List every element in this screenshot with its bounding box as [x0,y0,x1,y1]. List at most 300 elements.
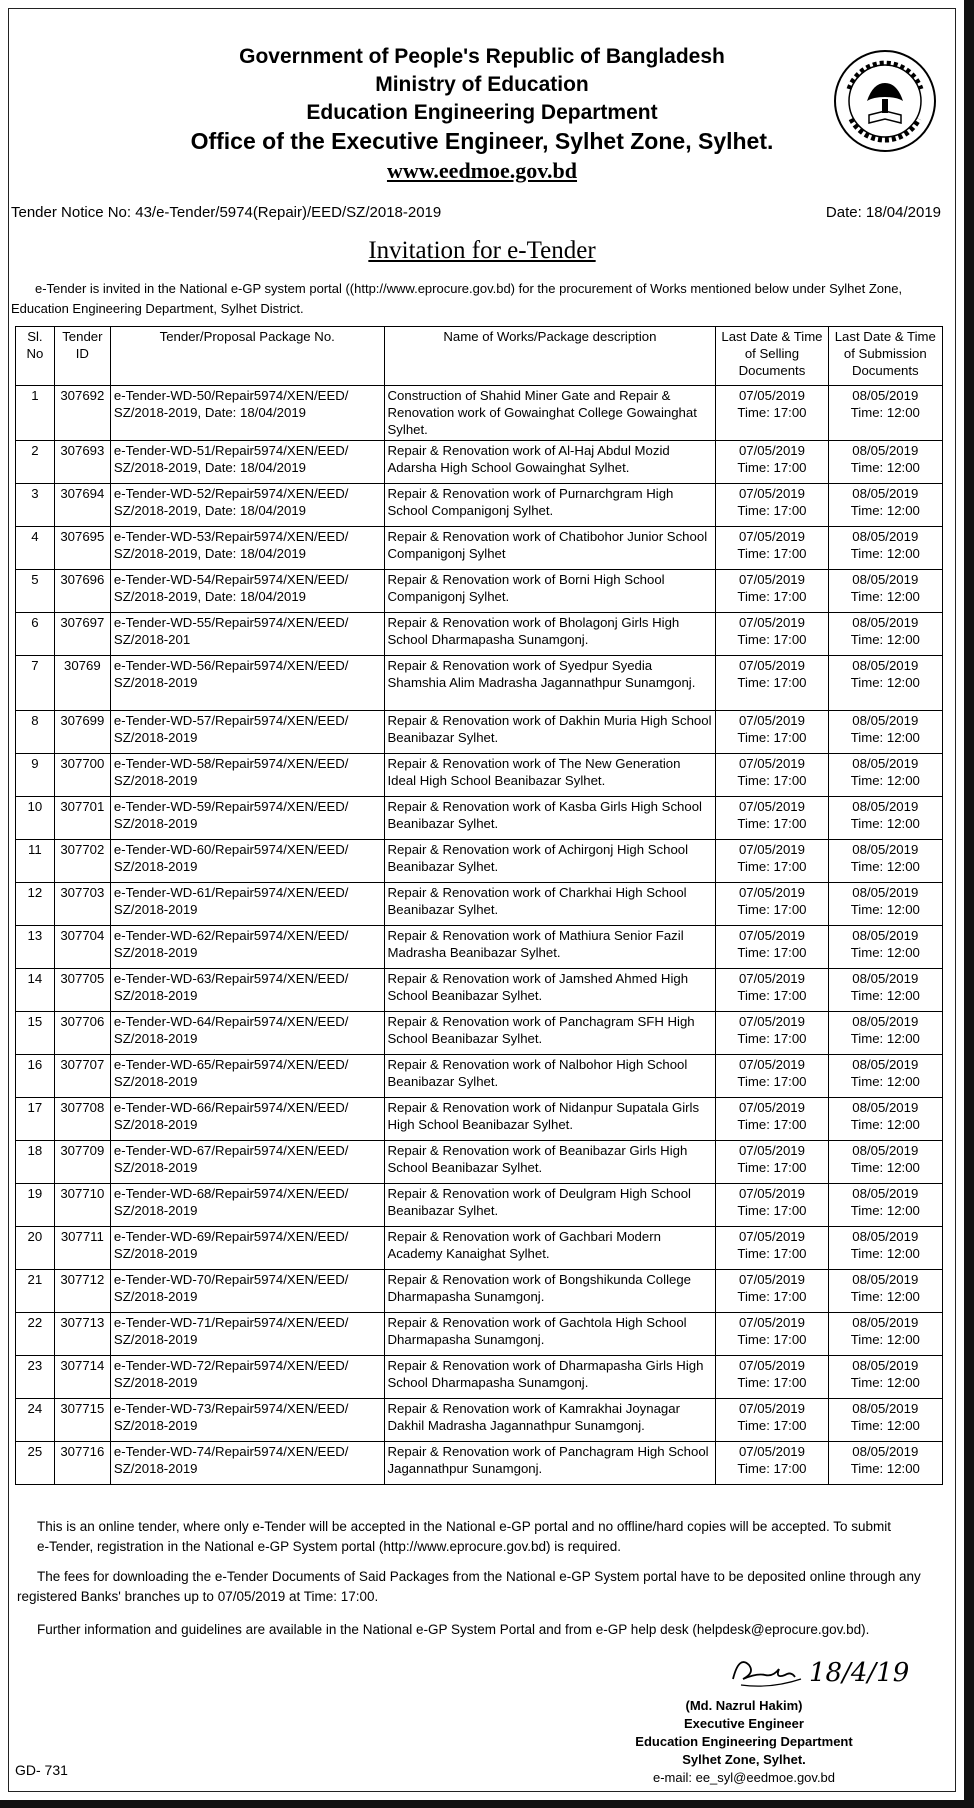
cell-submission [828,656,942,711]
cell-selling [716,969,828,1012]
cell-tender-id: 307694 [54,484,110,527]
cell-tender-id: 307710 [54,1184,110,1227]
submission-date: 08/05/2019 [852,572,919,587]
cell-sl: 23 [16,1356,55,1399]
selling-date: 07/05/2019 [738,756,805,771]
cell-works: Repair & Renovation work of Nidanpur Supatala Girls High School Beanibazar Sylhet. [384,1098,716,1141]
table-row [16,797,943,840]
package-line-2: SZ/2018-2019 [113,1461,198,1476]
cell-works: Repair & Renovation work of Deulgram High School Beanibazar Sylhet. [384,1184,716,1227]
header-tender-id: Tender ID [54,327,110,386]
cell-sl: 5 [16,570,55,613]
cell-package [110,1313,384,1356]
table-row [16,1399,943,1442]
notice-row [11,204,941,221]
submission-time: Time: 12:00 [850,773,920,788]
cell-submission [828,441,942,484]
cell-package [110,1270,384,1313]
cell-works: Repair & Renovation work of Gachtola High School Dharmapasha Sunamgonj. [384,1313,716,1356]
package-line-2: SZ/2018-2019 [113,675,198,690]
government-line: Government of People's Republic of Bangladesh [239,45,725,68]
cell-works: Repair & Renovation work of Mathiura Senior Fazil Madrasha Beanibazar Sylhet. [384,926,716,969]
cell-sl: 2 [16,441,55,484]
cell-sl: 17 [16,1098,55,1141]
cell-selling [716,1313,828,1356]
cell-submission [828,840,942,883]
submission-date: 08/05/2019 [852,1186,919,1201]
cell-tender-id: 307702 [54,840,110,883]
submission-date: 08/05/2019 [852,1401,919,1416]
table-row [16,570,943,613]
cell-sl: 15 [16,1012,55,1055]
submission-time: Time: 12:00 [850,405,920,420]
cell-submission [828,883,942,926]
submission-date: 08/05/2019 [852,443,919,458]
cell-tender-id: 307709 [54,1141,110,1184]
selling-date: 07/05/2019 [738,713,805,728]
cell-package [110,656,384,711]
cell-submission [828,1098,942,1141]
header-submission: Last Date & Time of Submission Documents [828,327,942,386]
selling-time: Time: 17:00 [737,460,807,475]
cell-works: Repair & Renovation work of Dharmapasha Girls High School Dharmapasha Sunamgonj. [384,1356,716,1399]
package-line-2: SZ/2018-2019 [113,730,198,745]
cell-works: Repair & Renovation work of Panchagram High School Jagannathpur Sunamgonj. [384,1442,716,1485]
table-body [16,386,943,1485]
package-line-1: e-Tender-WD-52/Repair5974/XEN/EED/ [113,486,349,501]
submission-date: 08/05/2019 [852,615,919,630]
selling-time: Time: 17:00 [737,945,807,960]
package-line-2: SZ/2018-2019 [113,1375,198,1390]
selling-date: 07/05/2019 [738,1401,805,1416]
package-line-1: e-Tender-WD-74/Repair5974/XEN/EED/ [113,1444,349,1459]
submission-date: 08/05/2019 [852,1229,919,1244]
signatory-department: Education Engineering Department [635,1734,853,1749]
submission-date: 08/05/2019 [852,1315,919,1330]
selling-date: 07/05/2019 [738,971,805,986]
cell-tender-id: 307707 [54,1055,110,1098]
submission-date: 08/05/2019 [852,756,919,771]
cell-package [110,1356,384,1399]
cell-works: Repair & Renovation work of Bholagonj Girls High School Dharmapasha Sunamgonj. [384,613,716,656]
package-line-1: e-Tender-WD-58/Repair5974/XEN/EED/ [113,756,349,771]
package-line-2: SZ/2018-2019 [113,902,198,917]
selling-time: Time: 17:00 [737,546,807,561]
cell-package [110,754,384,797]
table-row [16,883,943,926]
submission-time: Time: 12:00 [850,1160,920,1175]
website-link[interactable]: www.eedmoe.gov.bd [386,158,578,183]
cell-works: Repair & Renovation work of Bongshikunda College Dharmapasha Sunamgonj. [384,1270,716,1313]
selling-time: Time: 17:00 [737,589,807,604]
table-row [16,1227,943,1270]
header-works: Name of Works/Package description [384,327,716,386]
cell-works: Repair & Renovation work of Achirgonj High School Beanibazar Sylhet. [384,840,716,883]
cell-works: Repair & Renovation work of Charkhai High School Beanibazar Sylhet. [384,883,716,926]
cell-selling [716,1055,828,1098]
submission-date: 08/05/2019 [852,1444,919,1459]
selling-time: Time: 17:00 [737,1461,807,1476]
cell-tender-id: 307696 [54,570,110,613]
cell-tender-id: 307712 [54,1270,110,1313]
cell-package [110,441,384,484]
cell-works: Repair & Renovation work of Gachbari Modern Academy Kanaighat Sylhet. [384,1227,716,1270]
submission-date: 08/05/2019 [852,885,919,900]
cell-selling [716,484,828,527]
package-line-1: e-Tender-WD-65/Repair5974/XEN/EED/ [113,1057,349,1072]
cell-selling [716,1227,828,1270]
cell-selling [716,1141,828,1184]
cell-tender-id: 307711 [54,1227,110,1270]
signature-date: 18/4/19 [809,1658,910,1688]
submission-time: Time: 12:00 [850,1246,920,1261]
package-line-1: e-Tender-WD-54/Repair5974/XEN/EED/ [113,572,349,587]
table-row [16,711,943,754]
submission-time: Time: 12:00 [850,816,920,831]
cell-selling [716,926,828,969]
package-line-1: e-Tender-WD-71/Repair5974/XEN/EED/ [113,1315,349,1330]
intro-paragraph [11,279,947,319]
cell-selling [716,711,828,754]
submission-time: Time: 12:00 [850,1074,920,1089]
cell-submission [828,386,942,441]
cell-submission [828,1141,942,1184]
submission-date: 08/05/2019 [852,971,919,986]
cell-sl: 7 [16,656,55,711]
cell-works: Repair & Renovation work of Borni High School Companigonj Sylhet. [384,570,716,613]
cell-submission [828,1227,942,1270]
cell-submission [828,1313,942,1356]
selling-date: 07/05/2019 [738,842,805,857]
cell-submission [828,1356,942,1399]
cell-tender-id: 307716 [54,1442,110,1485]
submission-time: Time: 12:00 [850,988,920,1003]
footer-p2-line2: registered Banks' branches up to 07/05/2019 at Time: 17:00. [17,1589,379,1604]
package-line-1: e-Tender-WD-63/Repair5974/XEN/EED/ [113,971,349,986]
package-line-1: e-Tender-WD-66/Repair5974/XEN/EED/ [113,1100,349,1115]
selling-date: 07/05/2019 [738,486,805,501]
cell-submission [828,570,942,613]
submission-date: 08/05/2019 [852,1014,919,1029]
package-line-1: e-Tender-WD-72/Repair5974/XEN/EED/ [113,1358,349,1373]
cell-package [110,926,384,969]
cell-tender-id: 30769 [54,656,110,711]
footer-p2-line1: The fees for downloading the e-Tender Documents of Said Packages from the National e-GP System portal have to be deposited online through any [37,1569,921,1584]
table-row [16,969,943,1012]
office-line: Office of the Executive Engineer, Sylhet Zone, Sylhet. [190,128,774,154]
cell-works: Repair & Renovation work of Kasba Girls High School Beanibazar Sylhet. [384,797,716,840]
cell-submission [828,754,942,797]
package-line-1: e-Tender-WD-51/Repair5974/XEN/EED/ [113,443,349,458]
signatory-email[interactable]: e-mail: ee_syl@eedmoe.gov.bd [652,1770,836,1785]
cell-submission [828,484,942,527]
submission-date: 08/05/2019 [852,842,919,857]
header-sl: Sl. No [16,327,55,386]
selling-date: 07/05/2019 [738,572,805,587]
cell-sl: 22 [16,1313,55,1356]
signatory-name: (Md. Nazrul Hakim) [685,1698,803,1713]
package-line-2: SZ/2018-2019 [113,988,198,1003]
submission-time: Time: 12:00 [850,1289,920,1304]
selling-time: Time: 17:00 [737,405,807,420]
cell-selling [716,840,828,883]
selling-date: 07/05/2019 [738,1229,805,1244]
cell-selling [716,1442,828,1485]
cell-package [110,386,384,441]
package-line-1: e-Tender-WD-60/Repair5974/XEN/EED/ [113,842,349,857]
submission-time: Time: 12:00 [850,503,920,518]
tender-table [15,326,943,1485]
submission-time: Time: 12:00 [850,1375,920,1390]
cell-package [110,527,384,570]
cell-submission [828,711,942,754]
selling-time: Time: 17:00 [737,675,807,690]
cell-selling [716,570,828,613]
submission-time: Time: 12:00 [850,1031,920,1046]
submission-date: 08/05/2019 [852,1100,919,1115]
submission-date: 08/05/2019 [852,799,919,814]
selling-time: Time: 17:00 [737,1375,807,1390]
selling-date: 07/05/2019 [738,1315,805,1330]
package-line-1: e-Tender-WD-69/Repair5974/XEN/EED/ [113,1229,349,1244]
package-line-2: SZ/2018-2019 [113,1160,198,1175]
package-line-2: SZ/2018-2019, Date: 18/04/2019 [113,460,307,475]
footer-paragraph-helpdesk: Further information and guidelines are available in the National e-GP System Portal and from e-GP help desk (helpdesk@eprocure.gov.bd). [37,1622,870,1637]
cell-package [110,570,384,613]
signatory-block [609,1697,879,1787]
package-line-2: SZ/2018-2019 [113,816,198,831]
cell-works: Construction of Shahid Miner Gate and Repair & Renovation work of Gowainghat College Gowainghat Sylhet. [384,386,716,441]
package-line-2: SZ/2018-2019 [113,859,198,874]
table-row [16,1270,943,1313]
table-row [16,386,943,441]
cell-package [110,969,384,1012]
package-line-2: SZ/2018-2019 [113,1074,198,1089]
cell-tender-id: 307699 [54,711,110,754]
selling-date: 07/05/2019 [738,1143,805,1158]
signatory-designation: Executive Engineer [684,1716,804,1731]
table-row [16,484,943,527]
cell-package [110,711,384,754]
cell-works: Repair & Renovation work of Jamshed Ahmed High School Beanibazar Sylhet. [384,969,716,1012]
selling-date: 07/05/2019 [738,1100,805,1115]
cell-package [110,1012,384,1055]
cell-selling [716,1356,828,1399]
notice-date: Date: 18/04/2019 [825,204,941,221]
package-line-2: SZ/2018-2019 [113,1289,198,1304]
selling-time: Time: 17:00 [737,1418,807,1433]
table-row [16,441,943,484]
cell-tender-id: 307703 [54,883,110,926]
cell-tender-id: 307700 [54,754,110,797]
cell-sl: 18 [16,1141,55,1184]
cell-sl: 13 [16,926,55,969]
cell-tender-id: 307697 [54,613,110,656]
cell-works: Repair & Renovation work of Dakhin Muria High School Beanibazar Sylhet. [384,711,716,754]
cell-submission [828,797,942,840]
signatory-zone: Sylhet Zone, Sylhet. [682,1752,806,1767]
cell-package [110,1442,384,1485]
cell-tender-id: 307706 [54,1012,110,1055]
package-line-2: SZ/2018-2019 [113,1332,198,1347]
selling-time: Time: 17:00 [737,773,807,788]
selling-date: 07/05/2019 [738,1186,805,1201]
cell-submission [828,527,942,570]
package-line-1: e-Tender-WD-55/Repair5974/XEN/EED/ [113,615,349,630]
cell-tender-id: 307705 [54,969,110,1012]
cell-submission [828,1442,942,1485]
selling-time: Time: 17:00 [737,730,807,745]
cell-sl: 20 [16,1227,55,1270]
package-line-1: e-Tender-WD-56/Repair5974/XEN/EED/ [113,658,349,673]
cell-submission [828,1270,942,1313]
package-line-1: e-Tender-WD-70/Repair5974/XEN/EED/ [113,1272,349,1287]
cell-package [110,1184,384,1227]
package-line-1: e-Tender-WD-59/Repair5974/XEN/EED/ [113,799,349,814]
cell-works: Repair & Renovation work of Al-Haj Abdul Mozid Adarsha High School Gowainghat Sylhet. [384,441,716,484]
cell-sl: 10 [16,797,55,840]
cell-tender-id: 307714 [54,1356,110,1399]
package-line-1: e-Tender-WD-57/Repair5974/XEN/EED/ [113,713,349,728]
submission-time: Time: 12:00 [850,730,920,745]
cell-works: Repair & Renovation work of Purnarchgram High School Companigonj Sylhet. [384,484,716,527]
department-seal-icon [833,49,937,153]
selling-date: 07/05/2019 [738,1272,805,1287]
submission-date: 08/05/2019 [852,1143,919,1158]
cell-package [110,1055,384,1098]
cell-submission [828,1184,942,1227]
header [9,43,955,187]
selling-time: Time: 17:00 [737,1332,807,1347]
submission-date: 08/05/2019 [852,1057,919,1072]
cell-package [110,613,384,656]
cell-selling [716,1270,828,1313]
cell-sl: 25 [16,1442,55,1485]
package-line-2: SZ/2018-2019 [113,1203,198,1218]
cell-selling [716,1012,828,1055]
footer-paragraph-fees [17,1567,935,1607]
cell-tender-id: 307713 [54,1313,110,1356]
package-line-2: SZ/2018-2019 [113,1418,198,1433]
document-code: GD- 731 [15,1762,68,1778]
selling-time: Time: 17:00 [737,1246,807,1261]
cell-selling [716,386,828,441]
cell-selling [716,883,828,926]
selling-time: Time: 17:00 [737,902,807,917]
cell-selling [716,527,828,570]
cell-sl: 24 [16,1399,55,1442]
package-line-1: e-Tender-WD-64/Repair5974/XEN/EED/ [113,1014,349,1029]
package-line-2: SZ/2018-2019, Date: 18/04/2019 [113,405,307,420]
scan-edge-right [964,0,974,1808]
cell-tender-id: 307708 [54,1098,110,1141]
cell-sl: 4 [16,527,55,570]
submission-time: Time: 12:00 [850,945,920,960]
selling-date: 07/05/2019 [738,1444,805,1459]
cell-sl: 12 [16,883,55,926]
submission-time: Time: 12:00 [850,546,920,561]
submission-time: Time: 12:00 [850,902,920,917]
submission-date: 08/05/2019 [852,486,919,501]
cell-sl: 14 [16,969,55,1012]
package-line-2: SZ/2018-2019 [113,1117,198,1132]
intro-line-2: Education Engineering Department, Sylhet District. [11,301,304,316]
table-row [16,1356,943,1399]
cell-tender-id: 307693 [54,441,110,484]
cell-works: Repair & Renovation work of Nalbohor High School Beanibazar Sylhet. [384,1055,716,1098]
selling-time: Time: 17:00 [737,1203,807,1218]
cell-works: Repair & Renovation work of Beanibazar Girls High School Beanibazar Sylhet. [384,1141,716,1184]
cell-selling [716,613,828,656]
selling-time: Time: 17:00 [737,1289,807,1304]
handwritten-signature [729,1649,919,1697]
cell-sl: 9 [16,754,55,797]
cell-works: Repair & Renovation work of Panchagram SFH High School Beanibazar Sylhet. [384,1012,716,1055]
package-line-2: SZ/2018-2019, Date: 18/04/2019 [113,503,307,518]
submission-time: Time: 12:00 [850,1203,920,1218]
table-row [16,1141,943,1184]
cell-selling [716,441,828,484]
cell-submission [828,613,942,656]
submission-time: Time: 12:00 [850,632,920,647]
footer-paragraph-online [17,1517,935,1557]
cell-sl: 8 [16,711,55,754]
cell-submission [828,1012,942,1055]
package-line-2: SZ/2018-2019, Date: 18/04/2019 [113,589,307,604]
table-row [16,527,943,570]
submission-date: 08/05/2019 [852,529,919,544]
submission-date: 08/05/2019 [852,713,919,728]
ministry-line: Ministry of Education [375,73,589,96]
selling-date: 07/05/2019 [738,1358,805,1373]
cell-selling [716,754,828,797]
selling-time: Time: 17:00 [737,988,807,1003]
submission-date: 08/05/2019 [852,928,919,943]
selling-time: Time: 17:00 [737,503,807,518]
submission-time: Time: 12:00 [850,859,920,874]
department-line: Education Engineering Department [306,101,658,124]
cell-selling [716,656,828,711]
intro-line-1: e-Tender is invited in the National e-GP system portal ((http://www.eprocure.gov.bd) for the procurement of Works mentioned below under Sylhet Zone, [35,281,903,296]
cell-sl: 16 [16,1055,55,1098]
cell-works: Repair & Renovation work of Chatibohor Junior School Companigonj Sylhet [384,527,716,570]
selling-date: 07/05/2019 [738,615,805,630]
cell-sl: 21 [16,1270,55,1313]
cell-tender-id: 307695 [54,527,110,570]
submission-time: Time: 12:00 [850,675,920,690]
package-line-1: e-Tender-WD-61/Repair5974/XEN/EED/ [113,885,349,900]
table-row [16,926,943,969]
table-row [16,1313,943,1356]
selling-time: Time: 17:00 [737,859,807,874]
selling-date: 07/05/2019 [738,928,805,943]
cell-package [110,797,384,840]
cell-tender-id: 307692 [54,386,110,441]
footer-p1-line2: e-Tender, registration in the National e-GP System portal (http://www.eprocure.gov.bd) is required. [37,1539,622,1554]
table-row [16,656,943,711]
header-package: Tender/Proposal Package No. [110,327,384,386]
package-line-2: SZ/2018-2019 [113,945,198,960]
submission-date: 08/05/2019 [852,1358,919,1373]
cell-selling [716,1098,828,1141]
selling-time: Time: 17:00 [737,1074,807,1089]
header-selling: Last Date & Time of Selling Documents [716,327,828,386]
selling-date: 07/05/2019 [738,529,805,544]
submission-date: 08/05/2019 [852,388,919,403]
package-line-1: e-Tender-WD-53/Repair5974/XEN/EED/ [113,529,349,544]
cell-submission [828,1399,942,1442]
package-line-2: SZ/2018-2019 [113,773,198,788]
